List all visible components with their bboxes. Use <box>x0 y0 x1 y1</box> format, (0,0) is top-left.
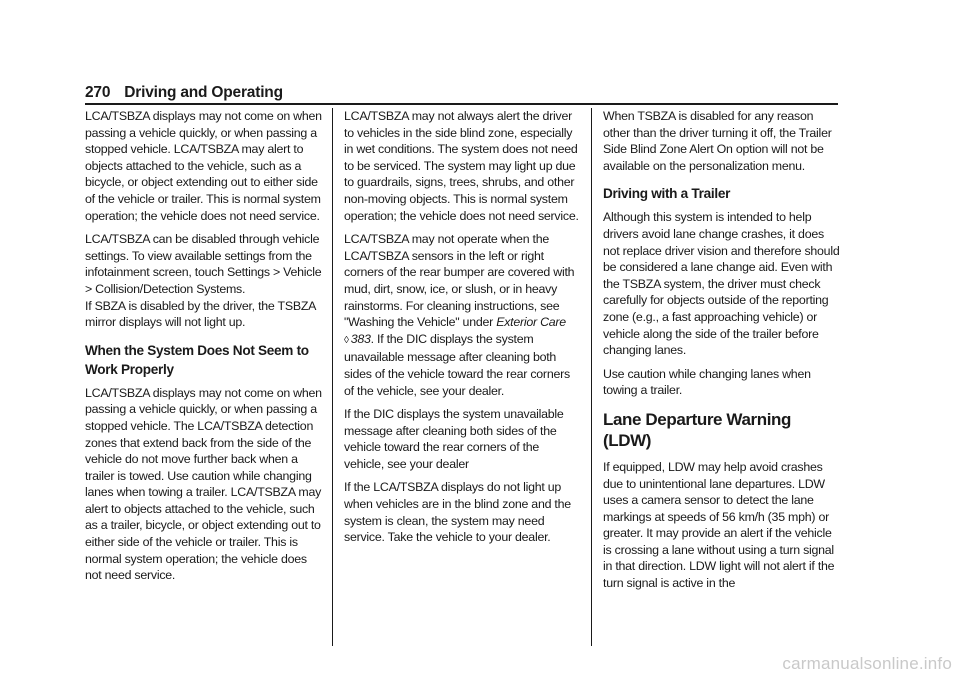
page-header <box>85 84 283 102</box>
paragraph: Use caution while changing lanes when towing a trailer. <box>603 366 811 398</box>
column-2 <box>344 108 582 553</box>
section-heading: Lane Departure Warning (LDW) <box>603 409 791 450</box>
column-divider <box>332 108 333 646</box>
paragraph: LCA/TSBZA displays may not come on when passing a vehicle quickly, or when passing a stopped vehicle. LCA/TSBZA may alert to objects attached to the vehicle, such as a bicycle, or object extending out to either side of the vehicle or trailer. This is normal system operation; the vehicle does not need service. <box>85 109 322 223</box>
column-3 <box>603 108 841 599</box>
subheading: Driving with a Trailer <box>603 186 731 202</box>
paragraph: LCA/TSBZA may not always alert the driver to vehicles in the side blind zone, especially in wet conditions. The system does not need to be serviced. The system may light up due to guardrails, signs, trees, shrubs, and other non-moving objects. This is normal system operation; the vehicle does not need service. <box>344 109 579 223</box>
header-rule <box>85 103 838 105</box>
paragraph: If the LCA/TSBZA displays do not light up when vehicles are in the blind zone and the system is clean, the system may need service. Take the vehicle to your dealer. <box>344 480 571 545</box>
section-title: Driving and Operating <box>124 84 283 101</box>
cross-reference-page[interactable]: 383 <box>350 331 371 346</box>
paragraph-text: LCA/TSBZA can be disabled through vehicle settings. To view available settings from the infotainment screen, touch Settings > Vehicle > Collision/Detection Systems. <box>85 232 322 296</box>
page-reference-icon: ◊ <box>344 334 349 346</box>
subheading: When the System Does Not Seem to Work Properly <box>85 342 309 377</box>
paragraph: Although this system is intended to help drivers avoid lane change crashes, it does not replace driver vision and therefore should be considered a lane change aid. Even with the TSBZA system, the driver must check carefully for objects outside of the reporting zone (e.g., a fast approaching vehicle) or vehicle along the side of the trailer before changing lanes. <box>603 210 840 358</box>
paragraph-text: If SBZA is disabled by the driver, the TSBZA mirror displays will not light up. <box>85 298 316 330</box>
paragraph: LCA/TSBZA displays may not come on when passing a vehicle quickly, or when passing a stopped vehicle. The LCA/TSBZA detection zones that extend back from the side of the vehicle do not move further back when a trailer is towed. Use caution while changing lanes when towing a trailer. LCA/TSBZA may alert to objects attached to the vehicle, such as a trailer, bicycle, or object extending out to either side of the vehicle or trailer. This is normal system operation; the vehicle does not need service. <box>85 385 322 583</box>
paragraph <box>344 231 582 399</box>
paragraph-text: LCA/TSBZA may not operate when the LCA/TSBZA sensors in the left or right corners of the rear bumper are covered with mud, dirt, snow, ice, or slush, or in heavy rainstorms. For cleaning instructions, see "Washing the Vehicle" under <box>344 232 575 330</box>
paragraph: When TSBZA is disabled for any reason other than the driver turning it off, the Trailer Side Blind Zone Alert On option will not be available on the personalization menu. <box>603 109 832 173</box>
paragraph: If equipped, LDW may help avoid crashes due to unintentional lane departures. LDW uses a camera sensor to detect the lane markings at speeds of 56 km/h (35 mph) or greater. It may provide an alert if the vehicle is crossing a lane without using a turn signal in that direction. LDW light will not alert if the turn signal is active in the <box>603 459 835 591</box>
paragraph <box>85 231 323 331</box>
page-number: 270 <box>85 84 111 101</box>
cross-reference-title[interactable]: Exterior Care <box>496 315 566 330</box>
watermark: carmanualsonline.info <box>782 654 952 673</box>
column-divider <box>591 108 592 646</box>
column-1 <box>85 108 323 591</box>
paragraph-text: . If the DIC displays the system unavailable message after cleaning both sides of the vehicle toward the rear corners of the vehicle, see your dealer. <box>344 331 570 398</box>
paragraph: If the DIC displays the system unavailable message after cleaning both sides of the vehicle toward the rear corners of the vehicle, see your dealer <box>344 407 564 471</box>
